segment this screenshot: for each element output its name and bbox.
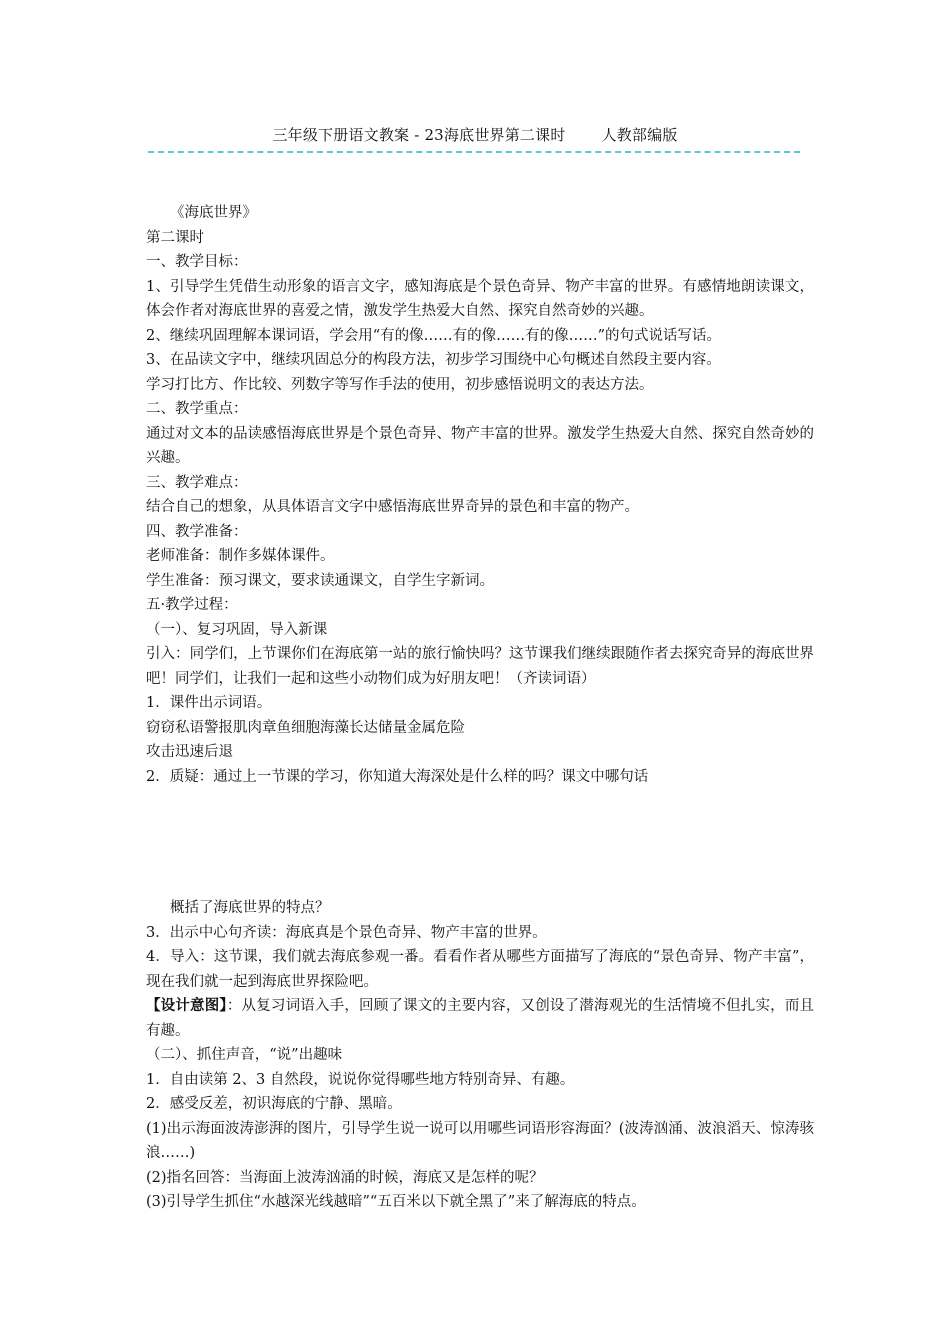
part2-heading: （二）、抓住声音，“说”出趣味 — [146, 1047, 343, 1063]
part1-heading: （一）、复习巩固，导入新课 — [146, 621, 328, 638]
prep-student: 学生准备：预习课文，要求读通课文，自学生字新词。 — [146, 572, 494, 589]
part2-step-1: 1．自由读第 2、3 自然段，说说你觉得哪些地方特别奇异、有趣。 — [146, 1071, 575, 1088]
process-heading: 五·教学过程： — [146, 597, 238, 613]
header-divider — [148, 151, 800, 153]
lesson-section-2 — [146, 896, 826, 1215]
difficulty-heading: 三、教学难点： — [146, 474, 248, 491]
words-line-1: 窃窃私语警报肌肉章鱼细胞海藻长达储量金属危险 — [146, 719, 465, 736]
book-title: 《海底世界》 — [170, 205, 257, 221]
step-4: 4．导入：这节课，我们就去海底参观一番。看看作者从哪些方面描写了海底的“景色奇异、物产丰富”，现在我们就一起到海底世界探险吧。 — [146, 949, 814, 990]
lesson-label: 第二课时 — [146, 229, 204, 246]
header-edition: 人教部编版 — [601, 126, 678, 144]
goal-3a: 3、在品读文字中，继续巩固总分的构段方法，初步学习围绕中心句概述自然段主要内容。 — [146, 352, 721, 368]
design-label: 【设计意图】 — [146, 997, 227, 1014]
page-header — [0, 124, 950, 145]
goal-1: 1、引导学生凭借生动形象的语言文字，感知海底是个景色奇异、物产丰富的世界。有感情地朗读课文，体会作者对海底世界的喜爱之情，激发学生热爱大自然、探究自然奇妙的兴趣。 — [146, 278, 814, 319]
step-2: 2．质疑：通过上一节课的学习，你知道大海深处是什么样的吗？课文中哪句话 — [146, 768, 649, 785]
prep-teacher: 老师准备：制作多媒体课件。 — [146, 548, 335, 564]
substep-2: (2)指名回答：当海面上波涛汹涌的时候，海底又是怎样的呢？ — [146, 1169, 544, 1186]
key-heading: 二、教学重点： — [146, 401, 248, 417]
step-3: 3．出示中心句齐读：海底真是个景色奇异、物产丰富的世界。 — [146, 924, 547, 941]
prep-heading: 四、教学准备： — [146, 523, 248, 540]
header-title: 三年级下册语文教案 - 23海底世界第二课时 — [272, 126, 566, 144]
intro-text: 引入：同学们，上节课你们在海底第一站的旅行愉快吗？这节课我们继续跟随作者去探究奇异的海底世界吧！同学们，让我们一起和这些小动物们成为好朋友吧！（齐读词语） — [146, 646, 814, 687]
design-intent — [146, 994, 814, 1043]
goal-3b: 学习打比方、作比较、列数字等写作手法的使用，初步感悟说明文的表达方法。 — [146, 376, 654, 393]
lesson-section-1 — [146, 201, 826, 789]
question-continuation: 概括了海底世界的特点？ — [170, 900, 330, 916]
words-line-2: 攻击迅速后退 — [146, 744, 233, 760]
difficulty-text: 结合自己的想象，从具体语言文字中感悟海底世界奇异的景色和丰富的物产。 — [146, 499, 639, 515]
step-1: 1．课件出示词语。 — [146, 695, 272, 711]
substep-3: (3)引导学生抓住“水越深光线越暗”“五百米以下就全黑了”来了解海底的特点。 — [146, 1194, 646, 1210]
goal-2: 2、继续巩固理解本课词语，学会用“有的像……有的像……有的像……”的句式说话写话。 — [146, 327, 722, 344]
goals-heading: 一、教学目标： — [146, 254, 248, 270]
design-text: ：从复习词语入手，回顾了课文的主要内容，又创设了潜海观光的生活情境不但扎实，而且有趣。 — [146, 998, 815, 1039]
substep-1: (1)出示海面波涛澎湃的图片，引导学生说一说可以用哪些词语形容海面？(波涛汹涌、波浪滔天、惊涛骇浪……) — [146, 1120, 814, 1161]
key-text: 通过对文本的品读感悟海底世界是个景色奇异、物产丰富的世界。激发学生热爱大自然、探究自然奇妙的兴趣。 — [146, 425, 814, 466]
part2-step-2: 2．感受反差，初识海底的宁静、黑暗。 — [146, 1096, 402, 1112]
